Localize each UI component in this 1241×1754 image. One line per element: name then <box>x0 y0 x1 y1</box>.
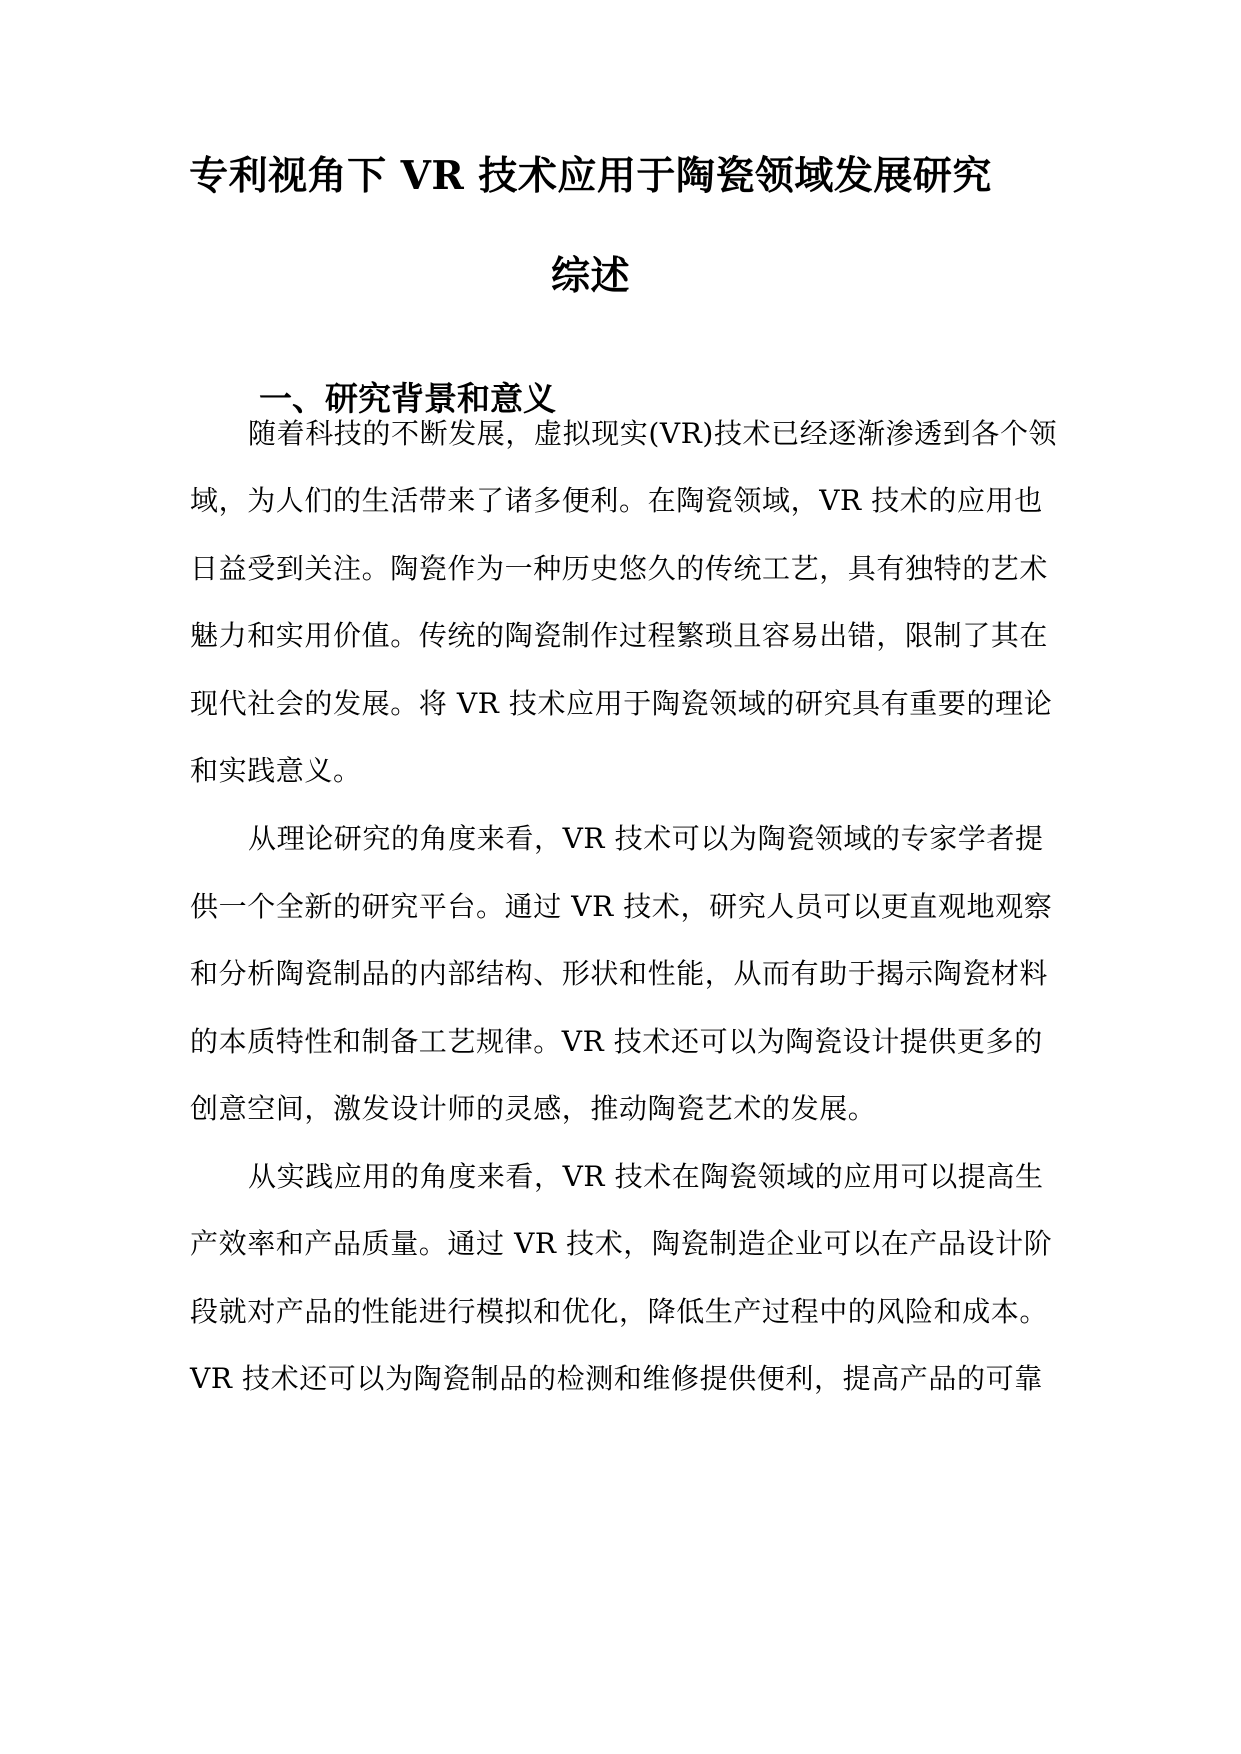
paragraph-2-line-3: 和分析陶瓷制品的内部结构、形状和性能，从而有助于揭示陶瓷材料 <box>190 957 1049 990</box>
paragraph-2-line-5: 创意空间，激发设计师的灵感，推动陶瓷艺术的发展。 <box>190 1092 877 1125</box>
paragraph-1-line-3: 日益受到关注。陶瓷作为一种历史悠久的传统工艺，具有独特的艺术 <box>190 552 1049 585</box>
section-heading: 一、研究背景和意义 <box>259 379 556 418</box>
document-title-line-1: 专利视角下 VR 技术应用于陶瓷领域发展研究 <box>189 153 992 199</box>
paragraph-2-line-2: 供一个全新的研究平台。通过 VR 技术，研究人员可以更直观地观察 <box>190 890 1053 923</box>
paragraph-3-line-4: VR 技术还可以为陶瓷制品的检测和维修提供便利，提高产品的可靠 <box>190 1362 1043 1395</box>
paragraph-3-line-3: 段就对产品的性能进行模拟和优化，降低生产过程中的风险和成本。 <box>190 1295 1049 1328</box>
paragraph-1-line-2: 域，为人们的生活带来了诸多便利。在陶瓷领域，VR 技术的应用也 <box>190 484 1043 517</box>
paragraph-3-line-1: 从实践应用的角度来看，VR 技术在陶瓷领域的应用可以提高生 <box>248 1160 1044 1193</box>
paragraph-1-line-4: 魅力和实用价值。传统的陶瓷制作过程繁琐且容易出错，限制了其在 <box>190 619 1049 652</box>
paragraph-2-line-1: 从理论研究的角度来看，VR 技术可以为陶瓷领域的专家学者提 <box>248 822 1044 855</box>
document-title-line-2: 综述 <box>550 253 630 299</box>
paragraph-1-line-5: 现代社会的发展。将 VR 技术应用于陶瓷领域的研究具有重要的理论 <box>190 687 1053 720</box>
paragraph-3-line-2: 产效率和产品质量。通过 VR 技术，陶瓷制造企业可以在产品设计阶 <box>190 1227 1053 1260</box>
paragraph-1-line-1: 随着科技的不断发展，虚拟现实(VR)技术已经逐渐渗透到各个领 <box>248 417 1058 450</box>
paragraph-2-line-4: 的本质特性和制备工艺规律。VR 技术还可以为陶瓷设计提供更多的 <box>190 1025 1043 1058</box>
paragraph-1-line-6: 和实践意义。 <box>190 754 362 787</box>
